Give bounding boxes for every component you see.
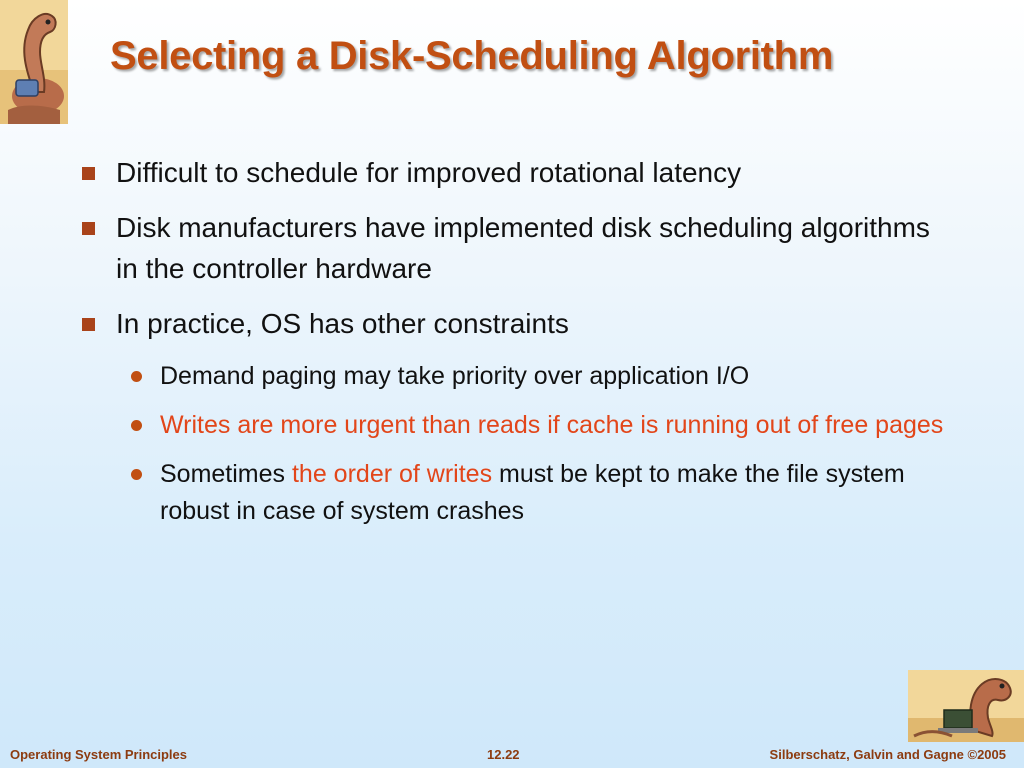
bullet-text: Disk manufacturers have implemented disk scheduling algorithms in the controller hardware (116, 212, 930, 284)
dinosaur-mascot-icon (0, 0, 68, 124)
bullet-list (78, 152, 958, 542)
sub-bullet-prefix: Sometimes (160, 460, 292, 488)
list-item (78, 207, 958, 289)
sub-list-item (122, 358, 958, 395)
sub-list-item (122, 456, 958, 530)
footer-course-name: Operating System Principles (10, 747, 188, 762)
sub-list-item (122, 407, 958, 444)
footer-copyright: Silberschatz, Galvin and Gagne ©2005 (769, 747, 1006, 762)
sub-bullet-suffix: must be kept to make the file system robust in case of system crashes (160, 460, 905, 525)
round-bullet-icon (131, 420, 142, 431)
sub-bullet-list (78, 358, 958, 530)
square-bullet-icon (82, 167, 95, 180)
square-bullet-icon (82, 318, 95, 331)
dinosaur-laptop-icon (908, 670, 1024, 742)
sub-bullet-text: Writes are more urgent than reads if cache is running out of free pages (160, 411, 944, 439)
round-bullet-icon (131, 469, 142, 480)
list-item (78, 152, 958, 193)
highlighted-phrase: the order of writes (291, 460, 493, 488)
list-item (78, 303, 958, 344)
bullet-text: Difficult to schedule for improved rotational latency (116, 157, 742, 188)
square-bullet-icon (82, 222, 95, 235)
bullet-text: In practice, OS has other constraints (116, 308, 569, 339)
sub-bullet-text: Demand paging may take priority over application I/O (160, 362, 750, 390)
slide-title: Selecting a Disk-Scheduling Algorithm (110, 34, 834, 78)
round-bullet-icon (131, 371, 142, 382)
footer-page-number: 12.22 (487, 747, 520, 762)
